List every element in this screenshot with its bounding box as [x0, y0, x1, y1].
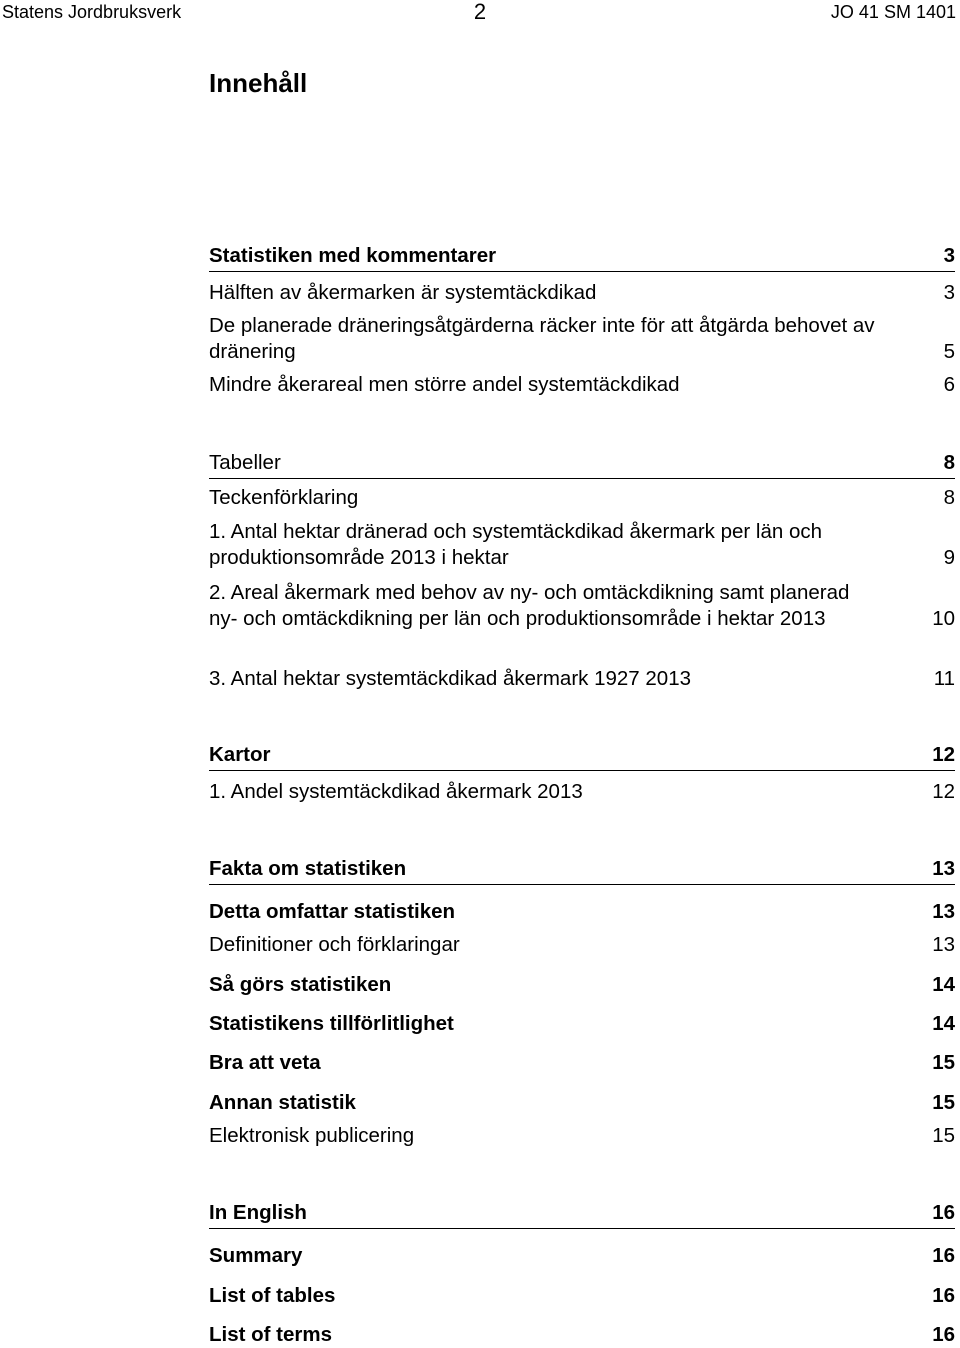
- toc-label: List of terms: [209, 1323, 333, 1346]
- toc-item-definitioner[interactable]: [209, 932, 955, 958]
- toc-item-teckenforklaring[interactable]: [209, 485, 955, 511]
- toc-item-summary[interactable]: [209, 1243, 955, 1269]
- toc-label: De planerade dräneringsåtgärderna räcker inte för att åtgärda behovet av dränering: [209, 314, 875, 363]
- toc-page-number: 16: [932, 1323, 955, 1346]
- toc-page-number: 15: [932, 1051, 955, 1074]
- toc-label: Detta omfattar statistiken: [209, 900, 456, 923]
- toc-label: Statistikens tillförlitlighet: [209, 1012, 454, 1035]
- header-report-id: JO 41 SM 1401: [830, 2, 956, 22]
- toc-label: Teckenförklaring: [209, 486, 359, 509]
- toc-label: 2. Areal åkermark med behov av ny- och omtäckdikning samt planerad ny- och omtäckdikning per län och produktionsområde i hektar 2013: [209, 581, 850, 630]
- toc-page-number: 16: [932, 1244, 955, 1267]
- toc-item-planerade[interactable]: [209, 313, 955, 365]
- toc-label: Summary: [209, 1244, 303, 1267]
- toc-label: Bra att veta: [209, 1051, 321, 1074]
- toc-page-number: 12: [932, 780, 955, 803]
- toc-page-number: 15: [932, 1124, 955, 1147]
- toc-page-number: 16: [932, 1201, 955, 1224]
- toc-page-number: 13: [932, 857, 955, 880]
- toc-item-tabell-2[interactable]: [209, 580, 955, 632]
- toc-label: 1. Andel systemtäckdikad åkermark 2013: [209, 780, 583, 803]
- toc-label: Kartor: [209, 743, 271, 766]
- toc-item-mindre[interactable]: [209, 372, 955, 398]
- toc-label: Hälften av åkermarken är systemtäckdikad: [209, 281, 597, 304]
- toc-item-list-of-tables[interactable]: [209, 1283, 955, 1309]
- toc-page-number: 9: [943, 546, 955, 569]
- toc-page-number: 8: [943, 486, 955, 509]
- toc-label: 3. Antal hektar systemtäckdikad åkermark 1927 2013: [209, 667, 692, 690]
- toc-page-number: 6: [943, 373, 955, 396]
- toc-page-number: 16: [932, 1284, 955, 1307]
- toc-section-kartor[interactable]: [209, 742, 955, 771]
- toc-item-bra-att-veta[interactable]: [209, 1050, 955, 1076]
- toc-item-tabell-1[interactable]: [209, 519, 955, 571]
- toc-item-detta[interactable]: [209, 899, 955, 925]
- toc-item-karta-1[interactable]: [209, 779, 955, 805]
- toc-section-in-english[interactable]: [209, 1200, 955, 1229]
- toc-page-number: 8: [943, 451, 955, 474]
- toc-section-fakta[interactable]: [209, 856, 955, 885]
- toc-item-elektronisk[interactable]: [209, 1123, 955, 1149]
- toc-page-number: 13: [932, 933, 955, 956]
- toc-page-number: 14: [932, 1012, 955, 1035]
- toc-label: Mindre åkerareal men större andel systemtäckdikad: [209, 373, 680, 396]
- toc-page-number: 3: [943, 281, 955, 304]
- toc-label: Elektronisk publicering: [209, 1124, 415, 1147]
- header-organization: Statens Jordbruksverk: [2, 2, 182, 22]
- toc-page-number: 3: [943, 244, 955, 267]
- toc-page-number: 12: [932, 743, 955, 766]
- toc-label: In English: [209, 1201, 307, 1224]
- toc-label: Definitioner och förklaringar: [209, 933, 460, 956]
- header-page-number: 2: [473, 0, 487, 24]
- toc-label: Annan statistik: [209, 1091, 356, 1114]
- toc-label: Så görs statistiken: [209, 973, 392, 996]
- toc-page-number: 5: [943, 340, 955, 363]
- toc-item-sa-gors[interactable]: [209, 972, 955, 998]
- toc-page-number: 15: [932, 1091, 955, 1114]
- toc-label: Tabeller: [209, 451, 281, 474]
- toc-item-list-of-terms[interactable]: [209, 1322, 955, 1348]
- toc-page-number: 10: [932, 607, 955, 630]
- toc-label: Fakta om statistiken: [209, 857, 407, 880]
- toc-label: Statistiken med kommentarer: [209, 244, 497, 267]
- toc-item-halften[interactable]: [209, 280, 955, 306]
- toc-section-tabeller[interactable]: [209, 450, 955, 479]
- toc-item-annan[interactable]: [209, 1090, 955, 1116]
- toc-page-number: 13: [932, 900, 955, 923]
- toc-page-number: 14: [932, 973, 955, 996]
- toc-section-statistiken[interactable]: [209, 243, 955, 272]
- page-title: Innehåll: [209, 68, 308, 98]
- toc-page-number: 11: [933, 667, 955, 690]
- toc-label: 1. Antal hektar dränerad och systemtäckdikad åkermark per län och produktionsområde 2013 i hektar: [209, 520, 823, 569]
- toc-label: List of tables: [209, 1284, 336, 1307]
- toc-item-tabell-3[interactable]: [209, 666, 955, 692]
- toc-item-tillforlitlighet[interactable]: [209, 1011, 955, 1037]
